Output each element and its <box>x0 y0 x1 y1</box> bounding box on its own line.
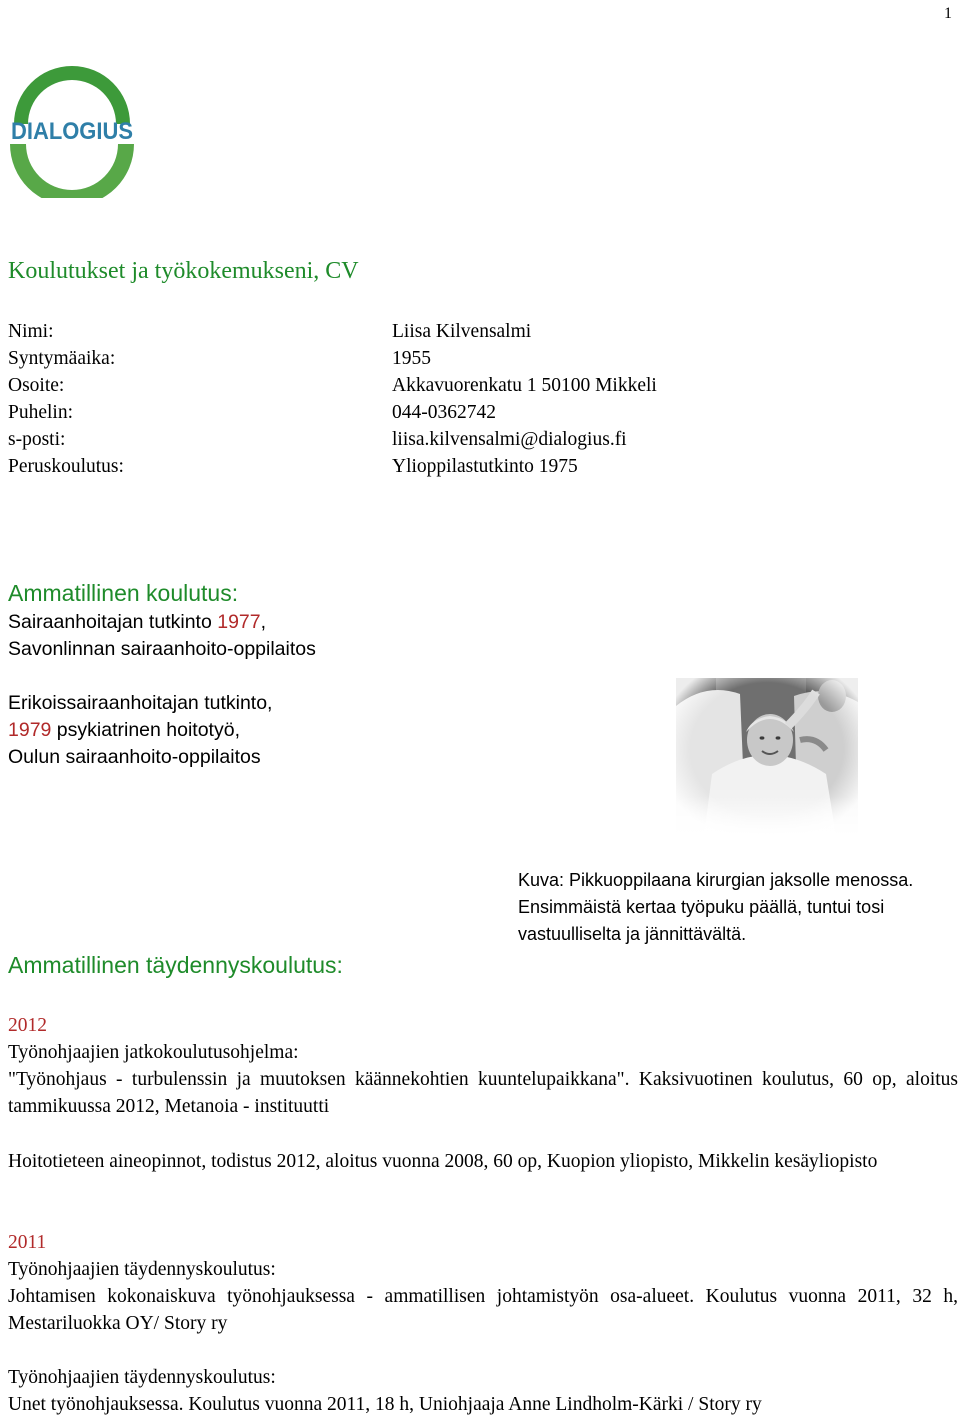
entry-2011b-title: Työnohjaajien täydennyskoulutus: <box>8 1367 276 1388</box>
entry-2011-title: Työnohjaajien täydennyskoulutus: <box>8 1259 276 1280</box>
entry-2011-description: Johtamisen kokonaiskuva työnohjauksessa - ammatillisen johtamistyön osa-alueet. Koulutus vuonna 2011, 32 h, Mestariluokka OY/ Story ry <box>8 1286 958 1334</box>
info-label: Nimi: <box>8 321 54 342</box>
info-row-email <box>8 426 657 453</box>
info-label: s-posti: <box>8 429 66 450</box>
degree-text: Sairaanhoitajan tutkinto <box>8 611 218 633</box>
info-value: 1955 <box>392 348 431 369</box>
year-2012: 2012 <box>8 1015 47 1036</box>
degree-year: 1977 <box>217 611 261 633</box>
vocational-degree-2-line-3: Oulun sairaanhoito-oppilaitos <box>8 746 261 768</box>
info-value: Ylioppilastutkinto 1975 <box>392 456 578 477</box>
info-row-address <box>8 372 657 399</box>
vocational-degree-1-line-2: Savonlinnan sairaanhoito-oppilaitos <box>8 638 316 660</box>
degree-text: psykiatrinen hoitotyö, <box>51 719 240 741</box>
info-label: Peruskoulutus: <box>8 456 124 477</box>
dialogius-logo <box>6 66 138 198</box>
vocational-degree-1-line-1 <box>8 609 266 636</box>
degree-comma: , <box>260 611 267 633</box>
entry-2012-title: Työnohjaajien jatkokoulutusohjelma: <box>8 1042 299 1063</box>
entry-2011b-description: Unet työnohjauksessa. Koulutus vuonna 2011, 18 h, Uniohjaaja Anne Lindholm-Kärki / Story ry <box>8 1394 762 1415</box>
vocational-degree-2-line-1: Erikoissairaanhoitajan tutkinto, <box>8 692 273 714</box>
personal-info-table <box>8 318 657 480</box>
info-row-basic-education <box>8 453 657 480</box>
vocational-education-heading: Ammatillinen koulutus: <box>8 580 239 606</box>
info-value: Akkavuorenkatu 1 50100 Mikkeli <box>392 375 657 396</box>
info-label: Syntymäaika: <box>8 348 116 369</box>
info-value: 044-0362742 <box>392 402 496 423</box>
supplementary-education-heading: Ammatillinen täydennyskoulutus: <box>8 952 343 978</box>
info-row-phone <box>8 399 657 426</box>
year-2011: 2011 <box>8 1232 47 1253</box>
info-value: liisa.kilvensalmi@dialogius.fi <box>392 429 627 450</box>
entry-2012-description: "Työnohjaus - turbulenssin ja muutoksen käännekohtien kuuntelupaikkana". Kaksivuotinen koulutus, 60 op, aloitus tammikuussa 2012, Metanoia - instituutti <box>8 1069 958 1117</box>
info-label: Puhelin: <box>8 402 74 423</box>
entry-2012-nursing-science: Hoitotieteen aineopinnot, todistus 2012, aloitus vuonna 2008, 60 op, Kuopion yliopisto, Mikkelin kesäyliopisto <box>8 1151 878 1172</box>
info-row-birthdate <box>8 345 657 372</box>
info-value: Liisa Kilvensalmi <box>392 321 532 342</box>
degree-year: 1979 <box>8 719 52 741</box>
nurse-student-photo <box>676 678 858 836</box>
page-title: Koulutukset ja työkokemukseni, CV <box>8 258 359 284</box>
photo-caption: Kuva: Pikkuoppilaana kirurgian jaksolle menossa. Ensimmäistä kertaa työpuku päällä, tuntui tosi vastuulliselta ja jännittävältä. <box>518 870 914 944</box>
info-label: Osoite: <box>8 375 65 396</box>
page-number: 1 <box>944 5 952 22</box>
vocational-degree-2-line-2 <box>8 717 240 744</box>
logo-text: DIALOGIUS <box>11 118 133 145</box>
info-row-name <box>8 318 657 345</box>
